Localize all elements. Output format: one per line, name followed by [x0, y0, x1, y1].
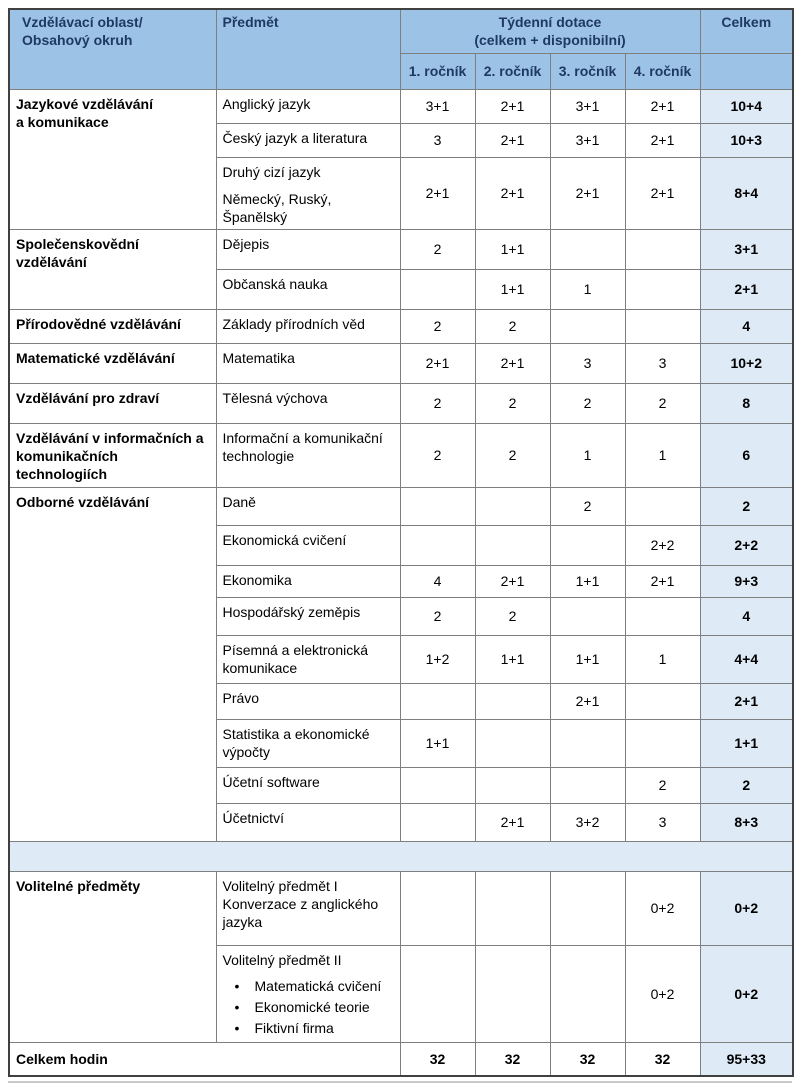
- total-cell: 4: [700, 310, 793, 344]
- area-cell: Matematické vzdělávání: [9, 344, 216, 384]
- grade-cell: 2: [625, 384, 700, 424]
- grade-cell: 1+1: [475, 230, 550, 270]
- bullet-icon: •: [234, 998, 240, 1015]
- subject-cell: Daně: [216, 487, 400, 525]
- table-row: [9, 310, 793, 344]
- grade-cell: 2: [475, 384, 550, 424]
- list-item-label: Fiktivní firma: [254, 1019, 334, 1036]
- total-cell: 9+3: [700, 565, 793, 597]
- grade-cell: [400, 767, 475, 803]
- header-grade-3: 3. ročník: [550, 53, 625, 89]
- subject-line: Volitelný předmět II: [222, 951, 342, 968]
- grade-cell: [400, 945, 475, 1042]
- grade-cell: [625, 487, 700, 525]
- header-subject: Předmět: [216, 9, 400, 89]
- subject-cell: [216, 945, 400, 1042]
- grade-cell: [550, 719, 625, 767]
- table-row: [9, 230, 793, 270]
- grade-cell: 1+1: [475, 270, 550, 310]
- grade-cell: 1: [550, 270, 625, 310]
- subject-line: Druhý cizí jazyk: [222, 163, 321, 180]
- grade-cell: [400, 525, 475, 565]
- grade-cell: 2+1: [475, 344, 550, 384]
- total-cell: 2: [700, 767, 793, 803]
- grade-cell: 2+1: [625, 157, 700, 230]
- grade-cell: 2: [400, 384, 475, 424]
- grade-cell: 2+2: [625, 525, 700, 565]
- grade-cell: 2+1: [475, 565, 550, 597]
- subject-cell: Tělesná výchova: [216, 384, 400, 424]
- grade-cell: [475, 945, 550, 1042]
- grade-cell: 3+1: [400, 89, 475, 123]
- bullet-icon: •: [234, 977, 240, 994]
- grade-cell: 3+1: [550, 123, 625, 157]
- footer-grade-cell: 32: [625, 1042, 700, 1076]
- grade-cell: 1+1: [400, 719, 475, 767]
- header-grade-1: 1. ročník: [400, 53, 475, 89]
- curriculum-table: [8, 8, 794, 1077]
- grade-cell: [625, 719, 700, 767]
- spacer-row: [9, 841, 793, 871]
- total-cell: 1+1: [700, 719, 793, 767]
- grade-cell: 3: [400, 123, 475, 157]
- grade-cell: 3: [625, 344, 700, 384]
- grade-cell: 3+1: [550, 89, 625, 123]
- area-cell: Společenskovědní vzdělávání: [9, 230, 216, 310]
- table-row: [9, 344, 793, 384]
- area-line: Jazykové vzdělávání: [16, 95, 153, 112]
- grade-cell: [550, 597, 625, 635]
- grade-cell: 2: [475, 597, 550, 635]
- table-row: [9, 871, 793, 945]
- subject-cell: Anglický jazyk: [216, 89, 400, 123]
- grade-cell: 2+1: [550, 157, 625, 230]
- grade-cell: 2+1: [625, 123, 700, 157]
- list-item: [223, 976, 394, 997]
- total-cell: 8+3: [700, 803, 793, 841]
- total-cell: 8: [700, 384, 793, 424]
- subject-cell: Ekonomická cvičení: [216, 525, 400, 565]
- grade-cell: 2: [475, 310, 550, 344]
- grade-cell: 0+2: [625, 871, 700, 945]
- grade-cell: 0+2: [625, 945, 700, 1042]
- grade-cell: 2+1: [475, 803, 550, 841]
- subject-cell: Matematika: [216, 344, 400, 384]
- footer-total-cell: 95+33: [700, 1042, 793, 1076]
- grade-cell: 3: [550, 344, 625, 384]
- grade-cell: [625, 310, 700, 344]
- grade-cell: 2+1: [625, 565, 700, 597]
- area-cell: Vzdělávání pro zdraví: [9, 384, 216, 424]
- header-grade-2: 2. ročník: [475, 53, 550, 89]
- grade-cell: 2: [400, 597, 475, 635]
- total-cell: 10+4: [700, 89, 793, 123]
- header-dotace: [400, 9, 700, 53]
- grade-cell: 2: [400, 230, 475, 270]
- total-cell: 3+1: [700, 230, 793, 270]
- subject-line: Konverzace z anglického jazyka: [222, 895, 379, 930]
- grade-cell: [625, 270, 700, 310]
- grade-cell: 2: [625, 767, 700, 803]
- grade-cell: 1+1: [550, 565, 625, 597]
- grade-cell: 2+1: [400, 157, 475, 230]
- grade-cell: [550, 767, 625, 803]
- spacer-cell: [9, 841, 793, 871]
- total-cell: 4: [700, 597, 793, 635]
- footer-grade-cell: 32: [550, 1042, 625, 1076]
- list-item-label: Ekonomické teorie: [254, 998, 370, 1015]
- list-item: [223, 1018, 394, 1039]
- grade-cell: 2+1: [475, 123, 550, 157]
- header-dotace-line2: (celkem + disponibilní): [474, 32, 626, 49]
- grade-cell: 3+2: [550, 803, 625, 841]
- subject-cell: Ekonomika: [216, 565, 400, 597]
- grade-cell: 1+1: [475, 635, 550, 683]
- list-item: [223, 997, 394, 1018]
- grade-cell: [400, 803, 475, 841]
- total-cell: 4+4: [700, 635, 793, 683]
- subject-cell: Občanská nauka: [216, 270, 400, 310]
- total-cell: 8+4: [700, 157, 793, 230]
- grade-cell: [550, 525, 625, 565]
- subject-cell: Účetní software: [216, 767, 400, 803]
- subject-cell: Informační a komunikační technologie: [216, 424, 400, 488]
- subject-cell: Statistika a ekonomické výpočty: [216, 719, 400, 767]
- area-cell: Odborné vzdělávání: [9, 487, 216, 841]
- grade-cell: [625, 683, 700, 719]
- total-cell: 10+2: [700, 344, 793, 384]
- subject-cell: [216, 157, 400, 230]
- grade-cell: [475, 871, 550, 945]
- total-cell: 2: [700, 487, 793, 525]
- grade-cell: [400, 487, 475, 525]
- grade-cell: [400, 683, 475, 719]
- grade-cell: 1: [625, 424, 700, 488]
- grade-cell: [475, 719, 550, 767]
- grade-cell: 2+1: [625, 89, 700, 123]
- grade-cell: 2: [550, 487, 625, 525]
- header-total-sub: [700, 53, 793, 89]
- footer-label: Celkem hodin: [9, 1042, 400, 1076]
- total-cell: 2+1: [700, 683, 793, 719]
- grade-cell: 2+1: [475, 89, 550, 123]
- area-cell: [9, 424, 216, 488]
- grade-cell: 2: [400, 424, 475, 488]
- subject-cell: Účetnictví: [216, 803, 400, 841]
- grade-cell: 3: [625, 803, 700, 841]
- grade-cell: 1: [550, 424, 625, 488]
- subject-cell: Právo: [216, 683, 400, 719]
- grade-cell: 1: [625, 635, 700, 683]
- list-item-label: Matematická cvičení: [254, 977, 382, 994]
- total-cell: 0+2: [700, 945, 793, 1042]
- header-dotace-line1: Týdenní dotace: [498, 14, 602, 30]
- bullet-icon: •: [234, 1019, 240, 1036]
- grade-cell: [400, 871, 475, 945]
- grade-cell: [625, 230, 700, 270]
- area-line: a komunikace: [16, 113, 109, 130]
- subject-line: Volitelný předmět I: [222, 877, 338, 894]
- grade-cell: [550, 230, 625, 270]
- table-row: [9, 89, 793, 123]
- footer-grade-cell: 32: [475, 1042, 550, 1076]
- area-cell: Přírodovědné vzdělávání: [9, 310, 216, 344]
- grade-cell: [400, 270, 475, 310]
- header-grade-4: 4. ročník: [625, 53, 700, 89]
- header-area-line1: Vzdělávací oblast/: [22, 14, 143, 30]
- grade-cell: [625, 597, 700, 635]
- area-line: Vzdělávání v informačních a: [16, 430, 204, 447]
- header-area-line2: Obsahový okruh: [22, 32, 133, 49]
- header-area: [9, 9, 216, 89]
- grade-cell: [475, 683, 550, 719]
- total-cell: 2+2: [700, 525, 793, 565]
- grade-cell: 2: [475, 424, 550, 488]
- grade-cell: [550, 945, 625, 1042]
- area-cell: Volitelné předměty: [9, 871, 216, 1042]
- grade-cell: 2: [400, 310, 475, 344]
- total-cell: 10+3: [700, 123, 793, 157]
- total-cell: 6: [700, 424, 793, 488]
- grade-cell: 2+1: [475, 157, 550, 230]
- grade-cell: [475, 525, 550, 565]
- grade-cell: 1+1: [550, 635, 625, 683]
- grade-cell: 2+1: [550, 683, 625, 719]
- grade-cell: 1+2: [400, 635, 475, 683]
- area-line: komunikačních technologiích: [16, 448, 118, 483]
- table-row: [9, 424, 793, 488]
- subject-cell: Český jazyk a literatura: [216, 123, 400, 157]
- table-row: [9, 487, 793, 525]
- grade-cell: [550, 310, 625, 344]
- grade-cell: [475, 767, 550, 803]
- subject-cell: [216, 871, 400, 945]
- total-cell: 0+2: [700, 871, 793, 945]
- grade-cell: [550, 871, 625, 945]
- total-cell: 2+1: [700, 270, 793, 310]
- table-row: [9, 384, 793, 424]
- header-total: Celkem: [700, 9, 793, 53]
- subject-cell: Základy přírodních věd: [216, 310, 400, 344]
- header-row-1: [9, 9, 793, 53]
- subject-cell: Písemná a elektronická komunikace: [216, 635, 400, 683]
- footer-row: [9, 1042, 793, 1076]
- grade-cell: 2: [550, 384, 625, 424]
- bullet-list: [223, 976, 394, 1039]
- grade-cell: 2+1: [400, 344, 475, 384]
- grade-cell: 4: [400, 565, 475, 597]
- subject-cell: Hospodářský zeměpis: [216, 597, 400, 635]
- subject-line: Německý, Ruský, Španělský: [222, 190, 332, 225]
- subject-cell: Dějepis: [216, 230, 400, 270]
- footer-grade-cell: 32: [400, 1042, 475, 1076]
- grade-cell: [475, 487, 550, 525]
- area-cell: [9, 89, 216, 230]
